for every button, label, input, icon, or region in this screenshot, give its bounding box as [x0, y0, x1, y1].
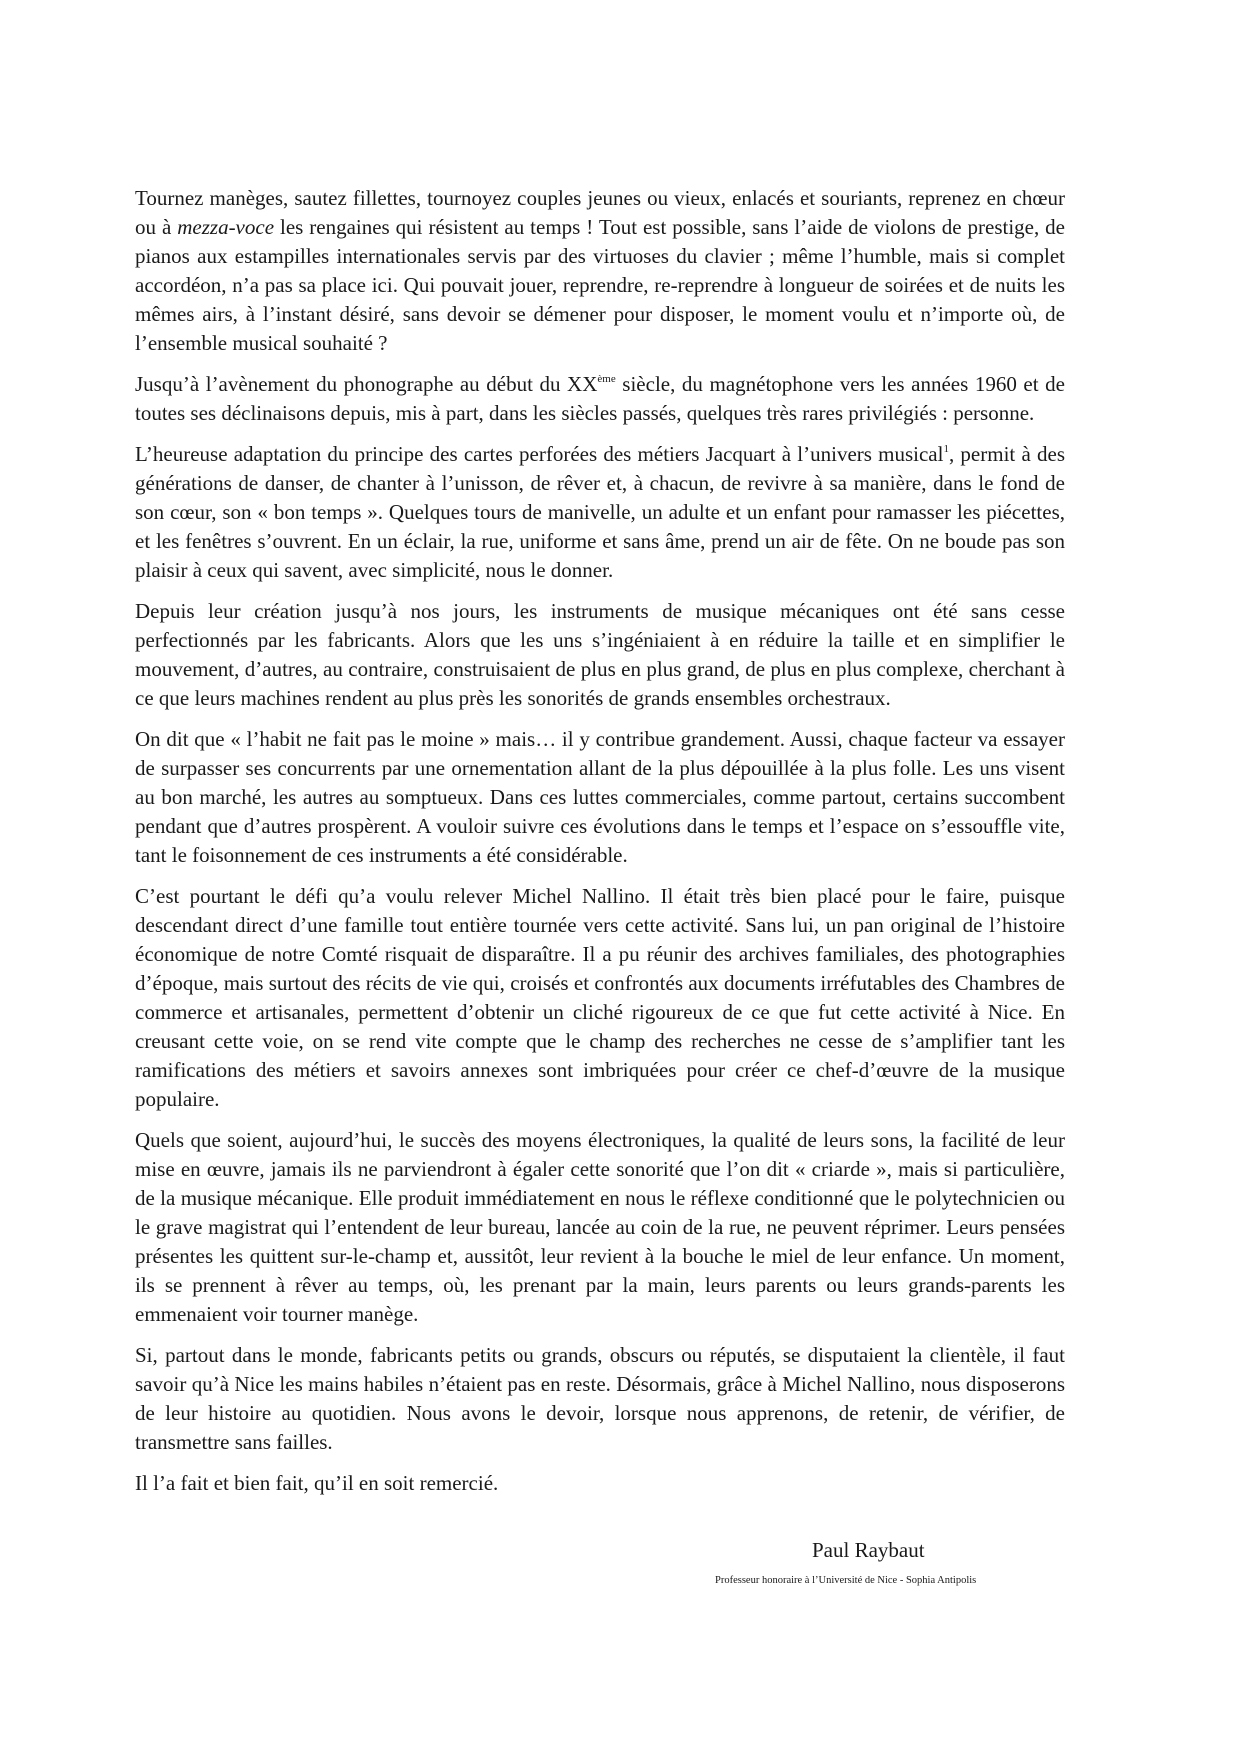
paragraph-8: Si, partout dans le monde, fabricants petits ou grands, obscurs ou réputés, se disputaient la clientèle, il faut savoir qu’à Nice les mains habiles n’étaient pas en reste. Désormais, grâce à Michel Nallino, nous disposerons de leur histoire au quotidien. Nous avons le devoir, lorsque nous apprenons, de retenir, de vérifier, de transmettre sans failles.: [135, 1343, 1065, 1454]
paragraph-5: On dit que « l’habit ne fait pas le moine » mais… il y contribue grandement. Aussi, chaque facteur va essayer de surpasser ses concurrents par une ornementation allant de la plus dépouillée à la plus folle. Les uns visent au bon marché, les autres au somptueux. Dans ces luttes commerciales, comme partout, certains succombent pendant que d’autres prospèrent. A vouloir suivre ces évolutions dans le temps et l’espace on s’essouffle vite, tant le foisonnement de ces instruments a été considérable.: [135, 727, 1065, 867]
paragraph-6: C’est pourtant le défi qu’a voulu relever Michel Nallino. Il était très bien placé pour le faire, puisque descendant direct d’une famille tout entière tournée vers cette activité. Sans lui, un pan original de l’histoire économique de notre Comté risquait de disparaître. Il a pu réunir des archives familiales, des photographies d’époque, mais surtout des récits de vie qui, croisés et confrontés aux documents irréfutables des Chambres de commerce et artisanales, permettent d’obtenir un cliché rigoureux de ce que fut cette activité à Nice. En creusant cette voie, on se rend vite compte que le champ des recherches ne cesse de s’amplifier tant les ramifications des métiers et savoirs annexes sont imbriquées pour créer ce chef-d’œuvre de la musique populaire.: [135, 884, 1065, 1111]
paragraph-2-text-a: Jusqu’à l’avènement du phonographe au début du XX: [135, 372, 598, 396]
paragraph-1-text-a: Tournez manèges, sautez fillettes, tournoyez couples jeunes ou vieux, enlacés et souriants, reprenez en chœur ou à: [135, 186, 1065, 239]
paragraph-2: [135, 370, 1065, 428]
paragraph-1-italic-term: mezza-voce: [177, 215, 275, 239]
paragraph-4: Depuis leur création jusqu’à nos jours, les instruments de musique mécaniques ont été sans cesse perfectionnés par les fabricants. Alors que les uns s’ingéniaient à en réduire la taille et en simplifier le mouvement, d’autres, au contraire, construisaient de plus en plus grand, de plus en plus complexe, cherchant à ce que leurs machines rendent au plus près les sonorités de grands ensembles orchestraux.: [135, 599, 1065, 710]
paragraph-3: [135, 440, 1065, 585]
footnote-marker: 1: [943, 443, 949, 455]
paragraph-3-text-b: , permit à des générations de danser, de chanter à l’unisson, de rêver et, à chacun, de revivre à sa manière, dans le fond de son cœur, son « bon temps ». Quelques tours de manivelle, un adulte et un enfant pour ramasser les piécettes, et les fenêtres s’ouvrent. En un éclair, la rue, uniforme et sans âme, prend un air de fête. On ne boude pas son plaisir à ceux qui savent, avec simplicité, nous le donner.: [135, 442, 1065, 582]
author-name: Paul Raybaut: [812, 1538, 925, 1562]
author-affiliation: Professeur honoraire à l’Université de Nice - Sophia Antipolis: [715, 1575, 977, 1586]
paragraph-9: Il l’a fait et bien fait, qu’il en soit remercié.: [135, 1471, 499, 1495]
paragraph-1-text-b: les rengaines qui résistent au temps ! Tout est possible, sans l’aide de violons de prestige, de pianos aux estampilles internationales servis par des virtuoses du clavier ; même l’humble, mais si complet accordéon, n’a pas sa place ici. Qui pouvait jouer, reprendre, re-reprendre à longueur de soirées et de nuits les mêmes airs, à l’instant désiré, sans devoir se démener pour disposer, le moment voulu et n’importe où, de l’ensemble musical souhaité ?: [135, 215, 1066, 355]
paragraph-2-text-b: siècle, du magnétophone vers les années 1960 et de toutes ses déclinaisons depuis, mis à part, dans les siècles passés, quelques très rares privilégiés : personne.: [135, 372, 1065, 425]
preface-body: [135, 184, 1065, 1510]
paragraph-3-text-a: L’heureuse adaptation du principe des cartes perforées des métiers Jacquart à l’univers musical: [135, 442, 944, 466]
century-superscript: ème: [597, 373, 616, 385]
paragraph-1: [135, 184, 1065, 358]
paragraph-7: Quels que soient, aujourd’hui, le succès des moyens électroniques, la qualité de leurs sons, la facilité de leur mise en œuvre, jamais ils ne parviendront à égaler cette sonorité que l’on dit « criarde », mais si particulière, de la musique mécanique. Elle produit immédiatement en nous le réflexe conditionné que le polytechnicien ou le grave magistrat qui l’entendent de leur bureau, lancée au coin de la rue, ne peuvent réprimer. Leurs pensées présentes les quittent sur-le-champ et, aussitôt, leur revient à la bouche le miel de leur enfance. Un moment, ils se prennent à rêver au temps, où, les prenant par la main, leurs parents ou leurs grands-parents les emmenaient voir tourner manège.: [135, 1128, 1065, 1326]
